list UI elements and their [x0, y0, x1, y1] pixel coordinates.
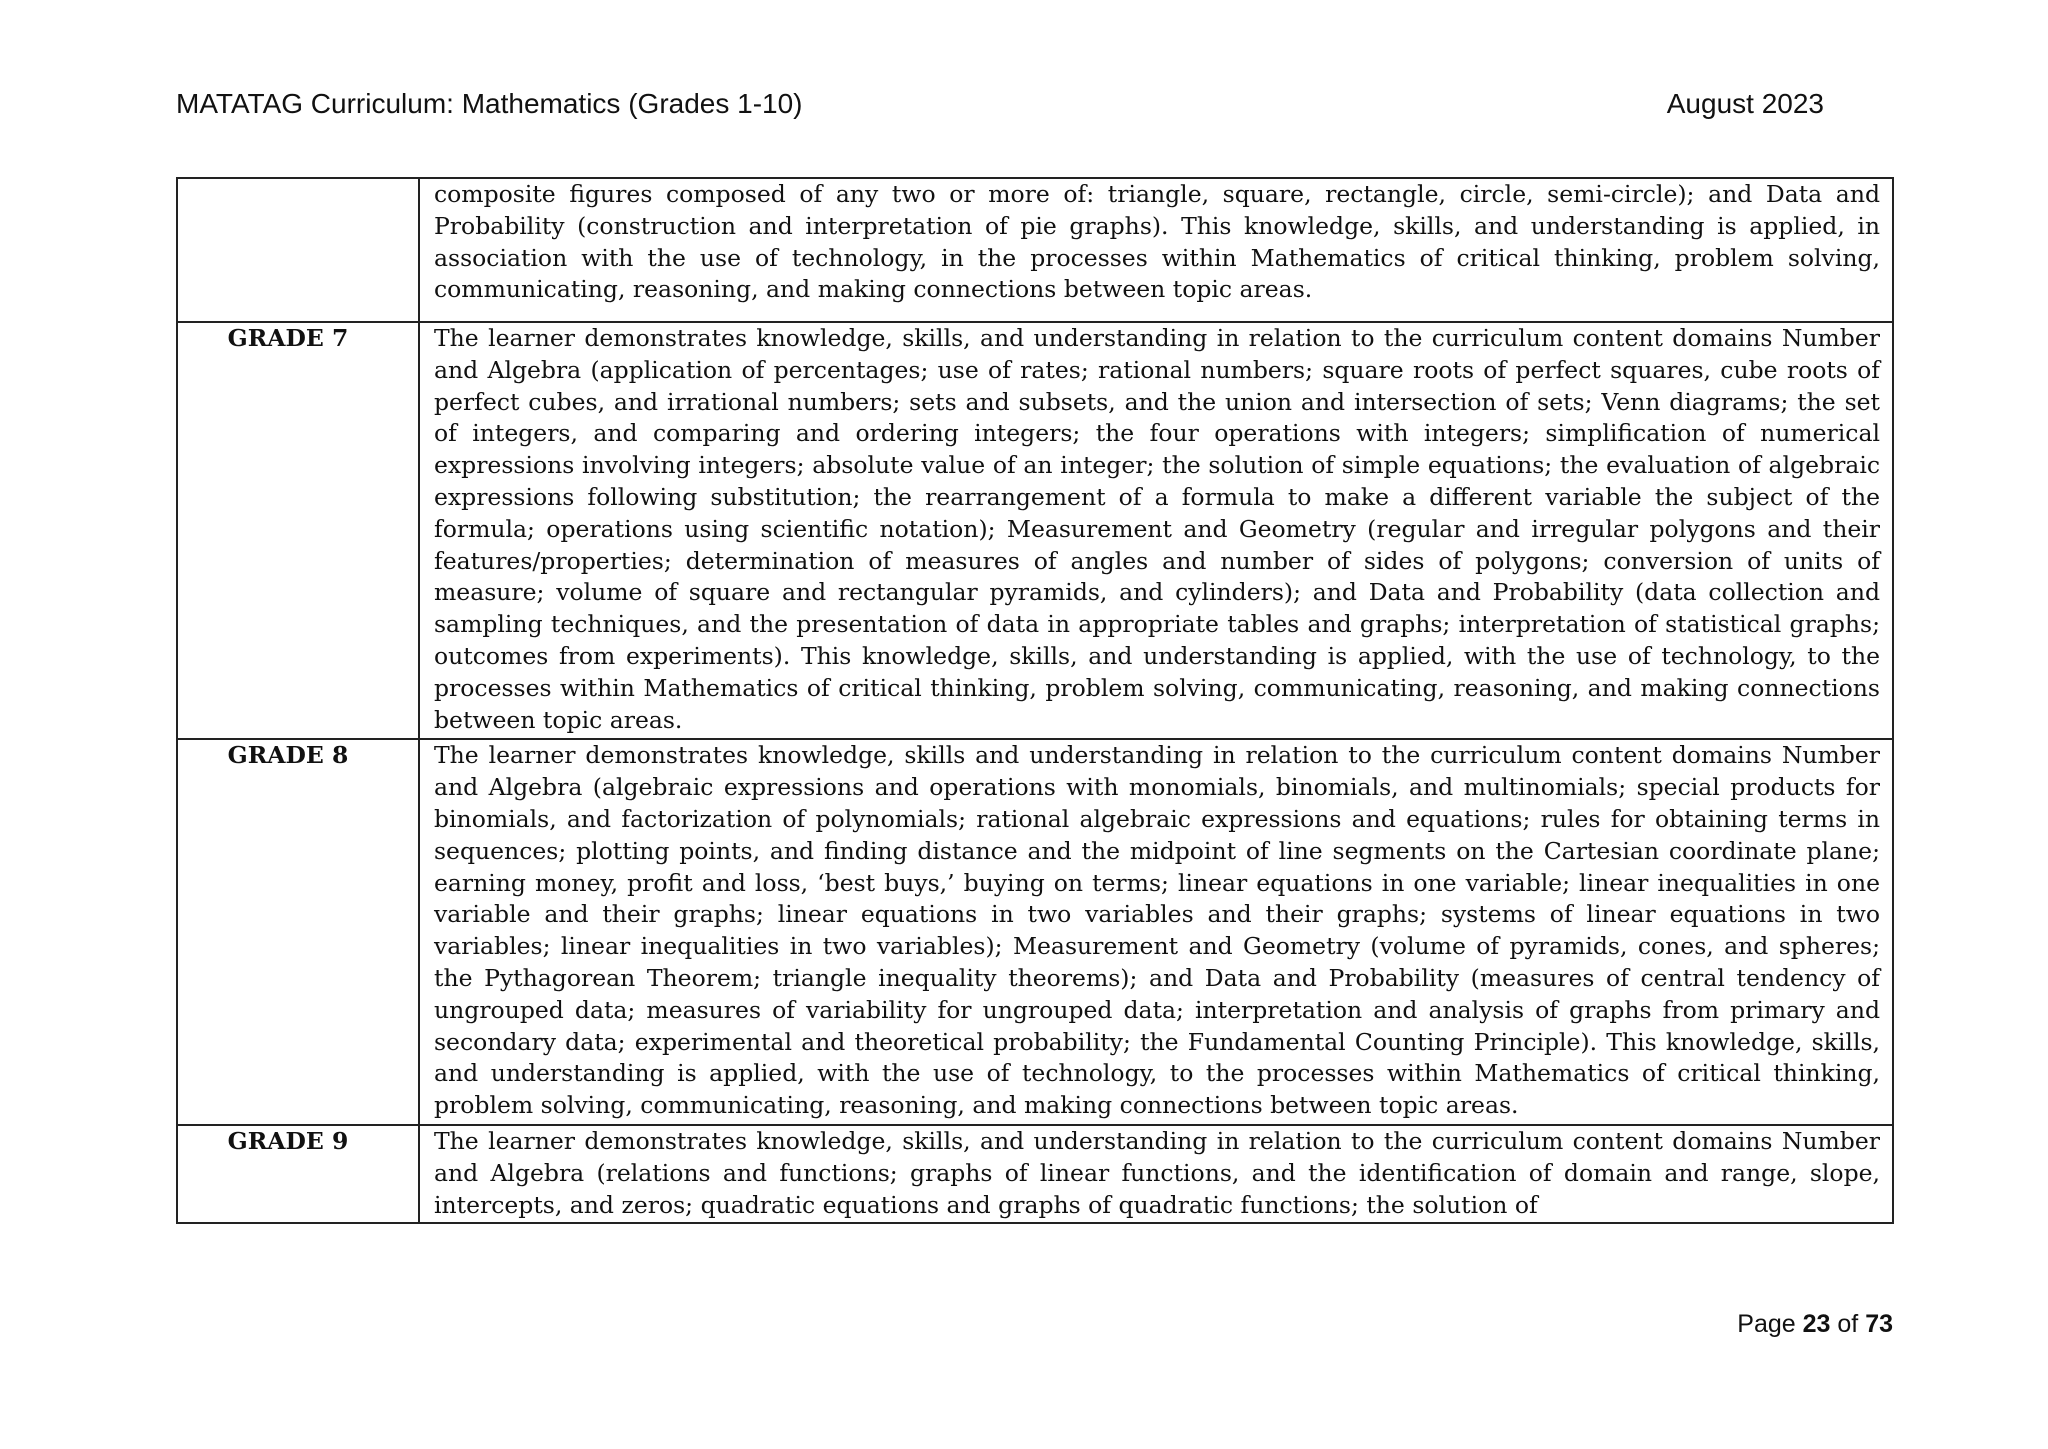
description-cell: The learner demonstrates knowledge, skills, and understanding in relation to the curriculum content domains Number and Algebra (application of percentages; use of rates; rational numbers; square roots of perfect squares, cube roots of perfect cubes, and irrational numbers; sets and subsets, and the union and intersection of sets; Venn diagrams; the set of integers, and comparing and ordering integers; the four operations with integers; simplification of numerical expressions involving integers; absolute value of an integer; the solution of simple equations; the evaluation of algebraic expressions following substitution; the rearrangement of a formula to make a different variable the subject of the formula; operations using scientific notation); Measurement and Geometry (regular and irregular polygons and their features/properties; determination of measures of angles and number of sides of polygons; conversion of units of measure; volume of square and rectangular pyramids, and cylinders); and Data and Probability (data collection and sampling techniques, and the presentation of data in appropriate tables and graphs; interpretation of statistical graphs; outcomes from experiments). This knowledge, skills, and understanding is applied, with the use of technology, to the processes within Mathematics of critical thinking, problem solving, communicating, reasoning, and making connections between topic areas. [419, 322, 1893, 739]
total-pages: 73 [1865, 1310, 1893, 1338]
document-date: August 2023 [1666, 88, 1824, 119]
document-title: MATATAG Curriculum: Mathematics (Grades 1-10) [176, 88, 803, 119]
table-row [177, 1125, 1893, 1223]
current-page: 23 [1802, 1310, 1831, 1338]
description-cell: composite figures composed of any two or more of: triangle, square, rectangle, circle, semi-circle); and Data and Probability (construction and interpretation of pie graphs). This knowledge, skills, and understanding is applied, in association with the use of technology, in the processes within Mathematics of critical thinking, problem solving, communicating, reasoning, and making connections between topic areas. [419, 178, 1893, 322]
content-standards-table [176, 177, 1894, 1224]
grade-cell: GRADE 7 [177, 322, 419, 739]
description-text-truncated: The learner demonstrates knowledge, skills, and understanding in relation to the curriculum content domains Number and Algebra (relations and functions; graphs of linear functions, and the identification of domain and range, slope, intercepts, and zeros; quadratic equations and graphs of quadratic functions; the solution of [434, 1126, 1880, 1219]
description-cell [419, 1125, 1893, 1223]
grade-cell: GRADE 8 [177, 739, 419, 1125]
table-row [177, 739, 1893, 1125]
grade-cell: GRADE 9 [177, 1125, 419, 1223]
table-row [177, 178, 1893, 322]
grade-cell [177, 178, 419, 322]
description-cell: The learner demonstrates knowledge, skills and understanding in relation to the curriculum content domains Number and Algebra (algebraic expressions and operations with monomials, binomials, and multinomials; special products for binomials, and factorization of polynomials; rational algebraic expressions and equations; rules for obtaining terms in sequences; plotting points, and finding distance and the midpoint of line segments on the Cartesian coordinate plane; earning money, profit and loss, ‘best buys,’ buying on terms; linear equations in one variable; linear inequalities in one variable and their graphs; linear equations in two variables and their graphs; systems of linear equations in two variables; linear inequalities in two variables); Measurement and Geometry (volume of pyramids, cones, and spheres; the Pythagorean Theorem; triangle inequality theorems); and Data and Probability (measures of central tendency of ungrouped data; measures of variability for ungrouped data; interpretation and analysis of graphs from primary and secondary data; experimental and theoretical probability; the Fundamental Counting Principle). This knowledge, skills, and understanding is applied, with the use of technology, to the processes within Mathematics of critical thinking, problem solving, communicating, reasoning, and making connections between topic areas. [419, 739, 1893, 1125]
table-row [177, 322, 1893, 739]
page-number [1737, 1310, 1893, 1339]
page-label: Page [1737, 1310, 1796, 1338]
of-label: of [1837, 1310, 1859, 1338]
